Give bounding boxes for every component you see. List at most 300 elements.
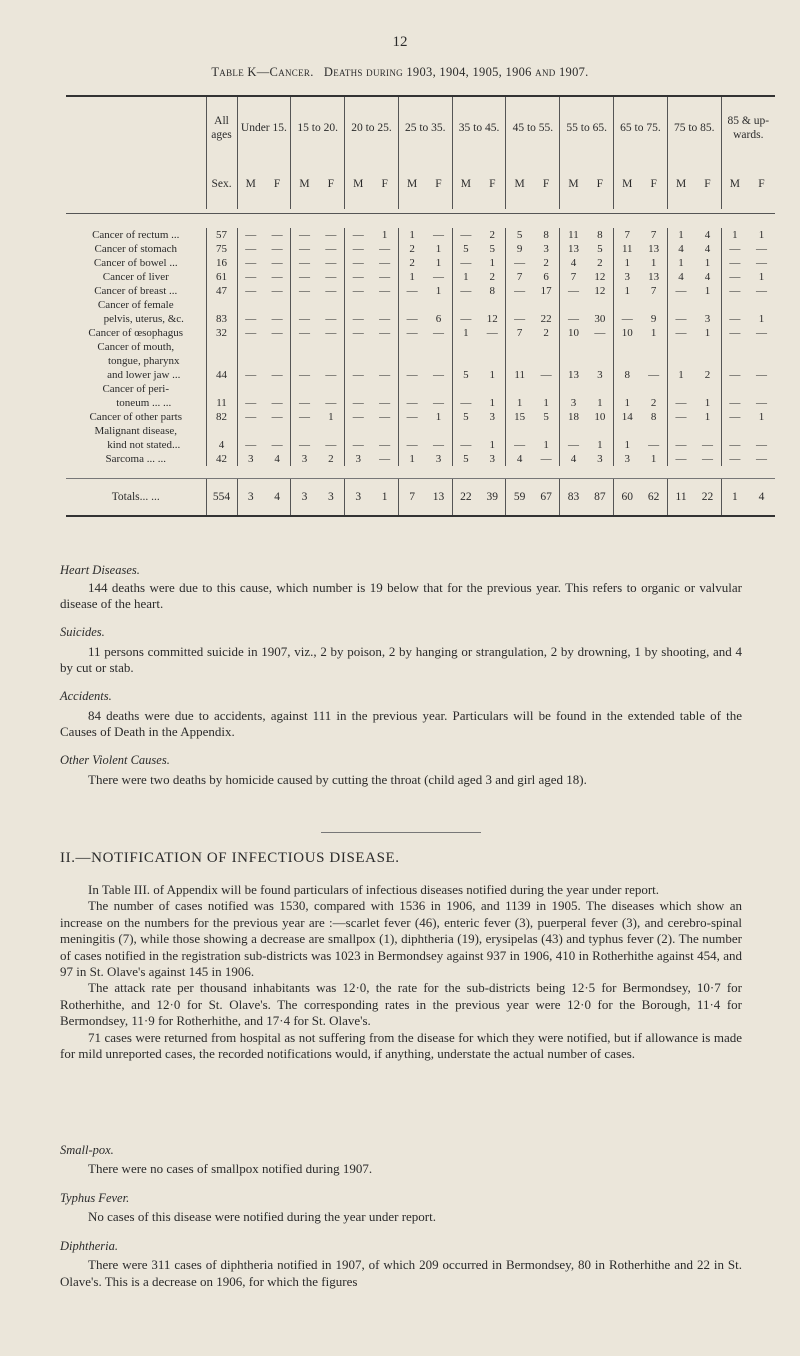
data-cell: [640, 354, 667, 368]
data-cell: —: [345, 396, 372, 410]
data-cell: 1: [597, 439, 603, 451]
data-cell: 5: [489, 243, 496, 255]
smallpox-heading: Small-pox.: [60, 1143, 114, 1157]
header-female: F: [542, 178, 550, 190]
data-cell: —: [432, 327, 444, 339]
data-cell: 13: [648, 271, 660, 283]
header-age-group: 45 to 55.: [506, 96, 560, 159]
row-label: Totals... ...: [111, 491, 160, 503]
data-cell: —: [721, 326, 748, 340]
data-cell: [667, 354, 694, 368]
data-cell: [264, 340, 291, 354]
data-cell: [748, 298, 775, 312]
data-cell: [479, 340, 506, 354]
data-cell: [560, 382, 587, 396]
data-cell: [345, 424, 372, 438]
data-cell: [533, 298, 560, 312]
table-row: [66, 438, 775, 452]
data-cell: 2: [489, 229, 496, 241]
diphtheria-section: [60, 1238, 742, 1290]
data-cell: [291, 382, 318, 396]
data-cell: —: [379, 327, 391, 339]
data-cell: —: [345, 438, 372, 452]
header-age-group: 15 to 20.: [291, 96, 345, 159]
header-sex: Sex.: [206, 159, 237, 209]
data-cell: —: [755, 439, 767, 451]
data-cell: 2: [328, 453, 334, 465]
data-cell: 8: [597, 229, 603, 241]
data-cell: 7: [650, 285, 657, 297]
data-cell: 10: [560, 326, 587, 340]
header-male: M: [721, 159, 748, 209]
data-cell: —: [345, 368, 372, 382]
data-cell: 1: [758, 271, 765, 283]
data-cell: [667, 382, 694, 396]
data-cell: —: [721, 396, 748, 410]
data-cell: 1: [597, 397, 603, 409]
data-cell: 1: [381, 491, 388, 503]
data-cell: [425, 354, 452, 368]
table-header-sex: [66, 159, 775, 209]
data-cell: —: [379, 453, 391, 465]
data-cell: [614, 298, 641, 312]
data-cell: 8: [543, 229, 549, 241]
row-label: and lower jaw ...: [107, 369, 181, 381]
data-cell: [371, 298, 398, 312]
row-label: Cancer of female: [97, 299, 174, 311]
all-ages-cell: 44: [206, 368, 237, 382]
table-row: [66, 396, 775, 410]
row-label: toneum ... ...: [116, 397, 172, 409]
data-cell: —: [398, 368, 425, 382]
all-ages-cell: 4: [206, 438, 237, 452]
typhus-heading: Typhus Fever.: [60, 1191, 130, 1205]
data-cell: 1: [704, 411, 711, 423]
data-cell: —: [291, 270, 318, 284]
data-cell: 3: [291, 479, 318, 517]
data-cell: 3: [704, 313, 711, 325]
section2-title-block: [60, 850, 742, 866]
data-cell: [533, 354, 560, 368]
data-cell: [721, 354, 748, 368]
data-cell: 1: [435, 243, 442, 255]
data-cell: —: [398, 312, 425, 326]
data-cell: [506, 382, 533, 396]
data-cell: —: [721, 438, 748, 452]
data-cell: [425, 340, 452, 354]
table-row: [66, 368, 775, 382]
row-label: Cancer of œsophagus: [88, 327, 184, 339]
data-cell: 6: [435, 313, 442, 325]
data-cell: —: [755, 397, 767, 409]
data-cell: 9: [506, 242, 533, 256]
data-cell: [694, 354, 721, 368]
violent-heading: Other Violent Causes.: [60, 753, 170, 767]
data-cell: 15: [506, 410, 533, 424]
data-cell: 7: [650, 229, 657, 241]
data-cell: [533, 382, 560, 396]
data-cell: [614, 382, 641, 396]
row-label: Cancer of bowel ...: [93, 257, 178, 269]
data-cell: 1: [489, 369, 496, 381]
data-cell: 83: [560, 479, 587, 517]
data-cell: —: [379, 439, 391, 451]
data-cell: [371, 340, 398, 354]
page-number: 12: [392, 34, 408, 50]
table-caption: [0, 65, 800, 80]
data-cell: —: [271, 439, 283, 451]
data-cell: [318, 298, 345, 312]
all-ages-cell: 61: [206, 270, 237, 284]
data-cell: —: [379, 369, 391, 381]
data-cell: [237, 298, 264, 312]
data-cell: —: [291, 242, 318, 256]
data-cell: —: [614, 312, 641, 326]
row-label: Malignant disease,: [94, 425, 177, 437]
data-cell: [640, 424, 667, 438]
data-cell: [452, 340, 479, 354]
data-cell: [748, 340, 775, 354]
header-male: M: [291, 159, 318, 209]
data-cell: 1: [435, 285, 442, 297]
data-cell: 3: [237, 452, 264, 466]
data-cell: [506, 354, 533, 368]
data-cell: 67: [540, 491, 552, 503]
data-cell: [721, 340, 748, 354]
data-cell: 1: [667, 256, 694, 270]
data-cell: 3: [328, 491, 334, 503]
data-cell: 13: [560, 242, 587, 256]
data-cell: 1: [758, 229, 765, 241]
data-cell: [425, 424, 452, 438]
data-cell: —: [755, 369, 767, 381]
data-cell: [345, 340, 372, 354]
table-caption-title: Deaths during 1903, 1904, 1905, 1906 and 1907.: [323, 65, 589, 79]
data-cell: 1: [704, 397, 711, 409]
data-cell: 11: [614, 242, 641, 256]
data-cell: 5: [543, 411, 549, 423]
data-cell: —: [379, 411, 391, 423]
data-cell: —: [345, 270, 372, 284]
all-ages-cell: 75: [206, 242, 237, 256]
data-cell: 12: [594, 285, 606, 297]
all-ages-cell: [206, 340, 237, 354]
data-cell: —: [721, 242, 748, 256]
header-male: M: [345, 159, 372, 209]
data-cell: [371, 354, 398, 368]
data-cell: 1: [489, 257, 496, 269]
data-cell: 1: [758, 313, 765, 325]
row-label: kind not stated...: [107, 439, 181, 451]
data-cell: 1: [506, 396, 533, 410]
table-header-ages: [66, 96, 775, 159]
all-ages-cell: 554: [206, 479, 237, 517]
data-cell: [560, 298, 587, 312]
data-cell: [667, 298, 694, 312]
header-age-group: 35 to 45.: [452, 96, 506, 159]
data-cell: —: [325, 369, 337, 381]
data-cell: 7: [614, 228, 641, 242]
data-cell: 5: [452, 410, 479, 424]
data-cell: 3: [597, 369, 603, 381]
data-cell: [640, 298, 667, 312]
data-cell: [425, 382, 452, 396]
data-cell: 2: [543, 257, 549, 269]
data-cell: [614, 340, 641, 354]
data-cell: [425, 298, 452, 312]
data-cell: —: [452, 284, 479, 298]
data-cell: —: [667, 438, 694, 452]
data-cell: [479, 382, 506, 396]
data-cell: —: [755, 327, 767, 339]
data-cell: [264, 354, 291, 368]
heart-text-block: [60, 580, 742, 613]
data-cell: 4: [560, 256, 587, 270]
data-cell: 7: [560, 270, 587, 284]
all-ages-cell: [206, 354, 237, 368]
data-cell: —: [271, 397, 283, 409]
data-cell: 13: [432, 491, 445, 503]
row-label: pelvis, uterus, &c.: [103, 313, 184, 325]
data-cell: [560, 354, 587, 368]
data-cell: —: [506, 256, 533, 270]
data-cell: —: [345, 410, 372, 424]
data-cell: 8: [489, 285, 496, 297]
data-cell: —: [432, 271, 444, 283]
typhus-section: [60, 1190, 742, 1226]
header-age-group: 20 to 25.: [345, 96, 399, 159]
header-male: M: [506, 159, 533, 209]
data-cell: [587, 424, 614, 438]
data-cell: 1: [650, 257, 657, 269]
data-cell: 1: [614, 284, 641, 298]
cancer-deaths-table: [66, 95, 775, 517]
data-cell: [614, 354, 641, 368]
data-cell: —: [667, 452, 694, 466]
row-label: Cancer of rectum ...: [92, 229, 180, 241]
row-label: tongue, pharynx: [108, 355, 180, 367]
section2-body: [60, 882, 742, 1062]
data-cell: 4: [560, 452, 587, 466]
table-caption-prefix: Table K—Cancer.: [211, 65, 314, 79]
data-cell: [264, 382, 291, 396]
data-cell: —: [325, 397, 337, 409]
heart-heading: Heart Diseases.: [60, 563, 140, 577]
data-cell: [371, 424, 398, 438]
data-cell: —: [452, 228, 479, 242]
data-cell: [452, 354, 479, 368]
data-cell: [371, 382, 398, 396]
header-female: F: [327, 178, 335, 190]
data-cell: —: [271, 229, 283, 241]
data-cell: 11: [667, 479, 694, 517]
data-cell: 30: [594, 313, 606, 325]
data-cell: 2: [398, 256, 425, 270]
data-cell: —: [379, 243, 391, 255]
data-cell: —: [237, 326, 264, 340]
table-row: [66, 340, 775, 354]
data-cell: [452, 424, 479, 438]
data-cell: 4: [704, 271, 711, 283]
data-cell: 39: [486, 491, 499, 503]
section-title: II.—NOTIFICATION OF INFECTIOUS DISEASE.: [60, 850, 400, 866]
table-row: [66, 256, 775, 270]
accidents-text-block: [60, 708, 742, 741]
data-cell: 4: [274, 491, 280, 503]
data-cell: [479, 354, 506, 368]
data-cell: —: [325, 327, 337, 339]
data-cell: [237, 340, 264, 354]
data-cell: [748, 382, 775, 396]
header-male: M: [667, 159, 694, 209]
data-cell: 1: [650, 453, 657, 465]
accidents-text: 84 deaths were due to accidents, against 111 in the previous year. Particulars will be found in the extended table of the Causes of Death in the Appendix.: [60, 708, 742, 740]
data-cell: —: [237, 396, 264, 410]
data-cell: 12: [486, 313, 498, 325]
data-cell: —: [237, 242, 264, 256]
data-cell: [533, 424, 560, 438]
table-row: [66, 452, 775, 466]
data-cell: 2: [398, 242, 425, 256]
data-cell: [748, 354, 775, 368]
data-cell: 4: [758, 491, 765, 503]
data-cell: —: [398, 410, 425, 424]
header-male: M: [560, 159, 587, 209]
data-cell: 1: [398, 270, 425, 284]
data-cell: —: [540, 453, 552, 465]
data-cell: —: [271, 327, 283, 339]
data-cell: 1: [721, 479, 748, 517]
violent-section: [60, 752, 742, 768]
data-cell: [694, 424, 721, 438]
data-cell: —: [721, 410, 748, 424]
data-cell: 8: [650, 411, 657, 423]
data-cell: —: [560, 312, 587, 326]
data-cell: 22: [701, 491, 714, 503]
data-cell: —: [560, 284, 587, 298]
header-male: M: [452, 159, 479, 209]
data-cell: [667, 340, 694, 354]
data-cell: —: [291, 438, 318, 452]
data-cell: —: [379, 285, 391, 297]
smallpox-section: [60, 1142, 742, 1178]
accidents-heading: Accidents.: [60, 689, 112, 703]
data-cell: 2: [704, 369, 711, 381]
smallpox-text: There were no cases of smallpox notified during 1907.: [88, 1161, 373, 1177]
data-cell: —: [667, 326, 694, 340]
data-cell: 5: [452, 368, 479, 382]
data-cell: —: [291, 326, 318, 340]
header-female: F: [489, 178, 496, 190]
data-cell: [345, 298, 372, 312]
data-cell: 1: [704, 285, 711, 297]
data-cell: 2: [543, 327, 549, 339]
data-cell: —: [721, 452, 748, 466]
data-cell: 17: [540, 285, 552, 297]
data-cell: [506, 298, 533, 312]
data-cell: 4: [667, 270, 694, 284]
data-cell: 5: [452, 242, 479, 256]
data-cell: [506, 340, 533, 354]
header-age-group: 85 & up-wards.: [721, 96, 775, 159]
data-cell: 1: [543, 439, 549, 451]
row-label: Cancer of stomach: [94, 243, 177, 255]
header-all-ages: All ages: [206, 96, 237, 159]
row-label: Cancer of peri-: [102, 383, 170, 395]
data-cell: 1: [667, 228, 694, 242]
data-cell: [291, 354, 318, 368]
row-label: Cancer of mouth,: [97, 341, 175, 353]
data-cell: [587, 354, 614, 368]
data-cell: —: [325, 285, 337, 297]
data-cell: 1: [398, 228, 425, 242]
data-cell: —: [345, 242, 372, 256]
data-cell: 1: [614, 256, 641, 270]
data-cell: 18: [560, 410, 587, 424]
data-cell: 3: [345, 479, 372, 517]
data-cell: 5: [597, 243, 603, 255]
table-row: [66, 228, 775, 242]
data-cell: —: [237, 438, 264, 452]
data-cell: 1: [704, 257, 711, 269]
header-age-group: 25 to 35.: [398, 96, 452, 159]
data-cell: —: [271, 313, 283, 325]
header-age-group: Under 15.: [237, 96, 291, 159]
data-cell: 1: [452, 326, 479, 340]
header-age-group: 65 to 75.: [614, 96, 668, 159]
data-cell: [721, 298, 748, 312]
header-female: F: [650, 178, 657, 190]
data-cell: [721, 382, 748, 396]
data-cell: —: [667, 410, 694, 424]
data-cell: 1: [650, 327, 657, 339]
diphtheria-heading: Diphtheria.: [60, 1239, 118, 1253]
data-cell: —: [721, 256, 748, 270]
all-ages-cell: 83: [206, 312, 237, 326]
data-cell: —: [237, 368, 264, 382]
data-cell: 87: [594, 491, 606, 503]
data-cell: [398, 340, 425, 354]
data-cell: —: [291, 228, 318, 242]
data-cell: 3: [345, 452, 372, 466]
row-label: Cancer of liver: [102, 271, 169, 283]
data-cell: —: [237, 256, 264, 270]
data-cell: —: [452, 312, 479, 326]
data-cell: —: [345, 326, 372, 340]
data-cell: [640, 340, 667, 354]
data-cell: —: [432, 229, 444, 241]
data-cell: —: [271, 285, 283, 297]
data-cell: [694, 382, 721, 396]
data-cell: 1: [543, 397, 549, 409]
data-cell: [479, 298, 506, 312]
data-cell: —: [432, 397, 444, 409]
data-cell: 3: [614, 270, 641, 284]
header-female: F: [758, 178, 765, 190]
data-cell: 3: [597, 453, 603, 465]
totals-row: [66, 479, 775, 517]
table-row: [66, 382, 775, 396]
data-cell: [560, 340, 587, 354]
data-cell: —: [379, 313, 391, 325]
table-row: [66, 270, 775, 284]
heart-section: [60, 562, 742, 578]
data-cell: —: [345, 284, 372, 298]
data-cell: 10: [614, 326, 641, 340]
data-cell: [237, 354, 264, 368]
data-cell: —: [540, 369, 552, 381]
data-cell: —: [291, 410, 318, 424]
